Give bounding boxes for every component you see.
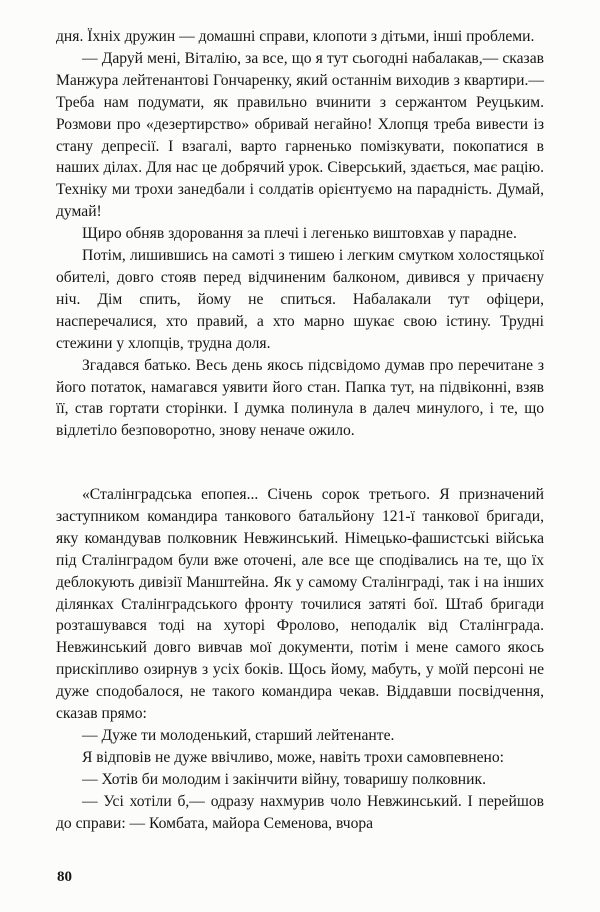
paragraph-4: Потім, лишившись на самоті з тишею і легким смутком холостяцької обителі, довго стояв перед відчиненим балконом, дивився у причаєну ніч. Дім спить, йому не спиться. Набалакали тут офіцери, насперечалися, хто правий, а хто марно шукає свою істину. Трудні стежини у хлопців, трудна доля.	[56, 247, 544, 352]
paragraph-9: — Хотів би молодим і закінчити війну, товаришу полковник.	[82, 770, 486, 788]
paragraph-1: дня. Їхніх дружин — домашні справи, клопоти з дітьми, інші проблеми.	[56, 28, 535, 45]
paragraph-3: Щиро обняв здоровання за плечі і легенько виштовхав у парадне.	[82, 225, 517, 243]
paragraph-8: Я відповів не дуже ввічливо, може, навіть трохи самовпевнено:	[82, 748, 505, 766]
paragraph-5: Згадався батько. Весь день якось підсвідомо думав про перечитане з його потаток, намагався уявити його стан. Папка тут, на підвіконні, взяв її, став гортати сторінки. І думка полинула в далеч минулого, і те, що відлетіло безповоротно, знову неначе ожило.	[56, 356, 544, 440]
text-section-top	[56, 26, 544, 442]
paragraph-7: — Дуже ти молоденький, старший лейтенанте.	[82, 726, 395, 744]
page-number: 80	[57, 869, 72, 885]
paragraph-10: — Усі хотіли б,— одразу нахмурив чоло Невжинський. І перейшов до справи: — Комбата, майора Семенова, вчора	[56, 792, 544, 832]
paragraph-2: — Даруй мені, Віталію, за все, що я тут сьогодні набалакав,— сказав Манжура лейтенантові Гончаренку, який останнім виходив з квартири.— Треба нам подумати, як правильно вчинити з сержантом Реуцьким. Розмови про «дезертирство» обривай негайно! Хлопця треба вивести із стану депресії. І взагалі, варто гарненько помізкувати, покопатися в наших ділах. Для нас це добрячий урок. Сіверський, здається, має рацію. Техніку ми трохи занедбали і солдатів орієнтуємо на парадність. Думай, думай!	[56, 49, 544, 221]
paragraph-6: «Сталінградська епопея... Січень сорок третього. Я призначений заступником командира танкового батальйону 121-ї танкової бригади, яку командував полковник Невжинський. Німецько-фашистські війська під Сталінградом були вже оточені, але все ще сподівались на те, що їх деблокують дивізії Манштейна. Як у самому Сталінграді, так і на інших ділянках Сталінградського фронту точилися затяті бої. Штаб бригади розташувався тоді на хуторі Фролово, неподалік від Сталінграда. Невжинський довго вивчав мої документи, потім і мене самого якось прискіпливо озирнув з усіх боків. Щось йому, мабуть, у моїй персоні не дуже сподобалося, не такого командира чекав. Віддавши посвідчення, сказав прямо:	[56, 486, 544, 723]
text-section-bottom	[56, 484, 544, 835]
